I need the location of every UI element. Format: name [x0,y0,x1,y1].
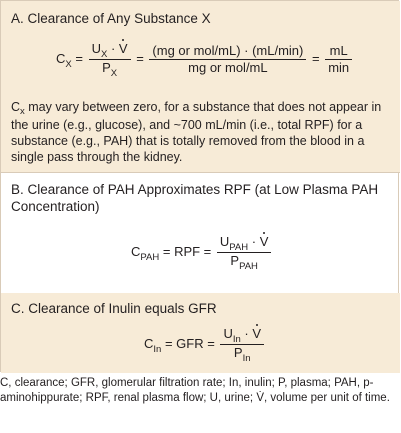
equals-sign: = [75,50,83,66]
plasma-subscript: PAH [239,261,258,272]
fraction-ux-v-over-px [89,41,131,78]
clearance-symbol: C [144,335,154,351]
multiply-dot: · [244,326,249,341]
urine-symbol: U [223,326,233,341]
units-denominator: mg or mol/mL [188,60,268,75]
clearance-subscript: X [65,58,72,70]
flow-rate-symbol: V [259,234,269,249]
equals-gfr: = GFR = [164,335,215,351]
flow-rate-symbol: V [252,326,262,341]
clearance-symbol: C [11,100,21,114]
section-a-box [1,1,400,172]
plasma-subscript: X [110,68,118,79]
section-b-equation [131,234,273,271]
section-c-equation [144,326,266,363]
units-numerator: (mg or mol/mL) · (mL/min) [149,43,306,60]
flow-rate-symbol: V [118,41,128,56]
fraction-ml-per-min [325,43,352,76]
footnote: C, clearance; GFR, glomerular filtration rate; In, inulin; P, plasma; PAH, p-aminohippurate; RPF, renal plasma flow; U, urine; V̇, volume per unit of time. [0,377,390,404]
fraction-units [149,43,306,76]
fraction-uin-v-over-pin [220,326,264,363]
ml-numerator: mL [325,43,352,60]
plasma-symbol: P [233,345,243,360]
section-a-equation [56,41,354,78]
clearance-symbol: C [131,243,141,259]
plasma-subscript: In [242,353,251,364]
urine-symbol: U [91,41,101,56]
urine-symbol: U [219,234,230,249]
plasma-symbol: P [102,60,111,75]
urine-subscript: PAH [229,242,249,253]
equals-sign: = [312,50,320,66]
clearance-subscript: x [20,106,25,117]
section-c-box [1,293,400,373]
section-a-heading: A. Clearance of Any Substance X [11,11,211,26]
description-text: may vary between zero, for a substance that does not appear in the urine (e.g., glucose), and ~700 mL/min (i.e., total RPF) for a substance (e.g., PAH) that is totally removed from the blood in a single pass through the kidney. [11,100,382,164]
clearance-subscript: PAH [140,251,160,263]
clearance-subscript: In [153,343,162,355]
divider [1,172,400,173]
equals-sign: = [136,50,144,66]
urine-subscript: X [100,49,108,60]
min-denominator: min [328,60,350,75]
clearance-symbol: C [56,50,66,66]
plasma-symbol: P [230,253,240,268]
urine-subscript: In [232,334,241,345]
fraction-upah-v-over-ppah [217,234,272,271]
section-a-description [11,99,391,165]
multiply-dot: · [110,41,116,56]
section-b-heading: B. Clearance of PAH Approximates RPF (at Low Plasma PAH Concentration) [11,182,379,214]
section-c-heading: C. Clearance of Inulin equals GFR [11,301,217,316]
equals-rpf: = RPF = [162,243,212,259]
multiply-dot: · [251,234,257,249]
